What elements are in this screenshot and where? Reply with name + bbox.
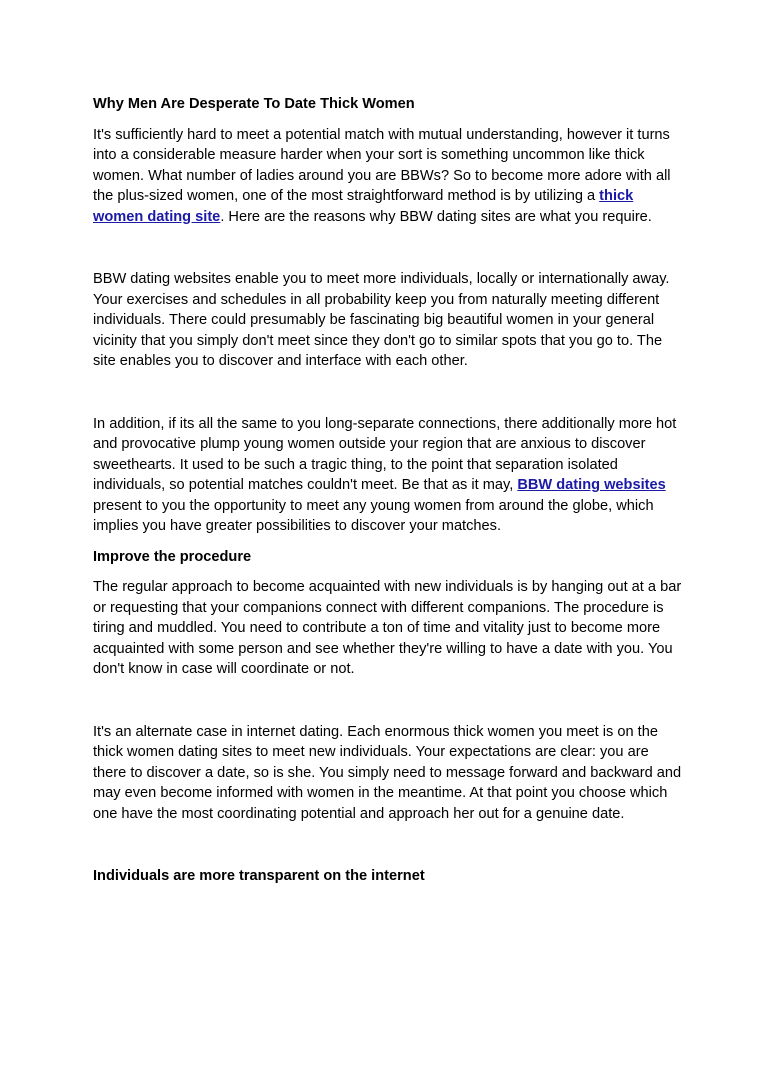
paragraph-intro-text-before: It's sufficiently hard to meet a potential match with mutual understanding, however it turns into a considerable measure harder when your sort is something uncommon like thick women. What number of ladies around you are BBWs? So to become more adore with all the plus-sized women, one of the most straightforward method is by utilizing a: [93, 126, 671, 204]
paragraph-internet-dating: It's an alternate case in internet dating. Each enormous thick women you meet is on the thick women dating sites to meet new individuals. Your expectations are clear: you are there to discover a date, so is she. You simply need to message forward and backward and may even become informed with women in the meantime. At that point you choose which one have the most coordinating potential and approach her out for a genuine date.: [93, 723, 682, 822]
paragraph-long-distance-text-after: present to you the opportunity to meet any young women from around the globe, which implies you have greater possibilities to discover your matches.: [93, 497, 654, 534]
heading-transparent-internet: Individuals are more transparent on the internet: [93, 868, 425, 884]
paragraph-long-distance-text-before: In addition, if its all the same to you long-separate connections, there additionally more hot and provocative plump young women outside your region that are anxious to discover sweethearts. It used to be such a tragic thing, to the point that separation isolated individuals, so potential matches couldn't meet. Be that as it may,: [93, 415, 677, 493]
paragraph-intro: [93, 125, 683, 228]
thick-women-dating-site-link[interactable]: thick women dating site: [93, 188, 634, 225]
heading-improve-procedure: Improve the procedure: [93, 548, 252, 565]
paragraph-meet-more: BBW dating websites enable you to meet more individuals, locally or internationally away. Your exercises and schedules in all probability keep you from naturally meeting different individuals. There could presumably be fascinating big beautiful women in your general vicinity that you simply don't meet since they don't go to similar spots that you go to. The site enables you to discover and interface with each other.: [93, 271, 670, 369]
document-title: Why Men Are Desperate To Date Thick Women: [93, 96, 415, 112]
paragraph-regular-approach: The regular approach to become acquainted with new individuals is by hanging out at a bar or requesting that your companions connect with different companions. The procedure is tiring and muddled. You need to contribute a ton of time and vitality just to become more acquainted with some person and see whether they're willing to have a date with you. You don't know in case will coordinate or not.: [93, 579, 682, 677]
document-page: [93, 94, 683, 887]
paragraph-long-distance: [93, 414, 683, 537]
bbw-dating-websites-link[interactable]: BBW dating websites: [517, 477, 666, 493]
paragraph-intro-text-after: . Here are the reasons why BBW dating sites are what you require.: [220, 208, 652, 225]
